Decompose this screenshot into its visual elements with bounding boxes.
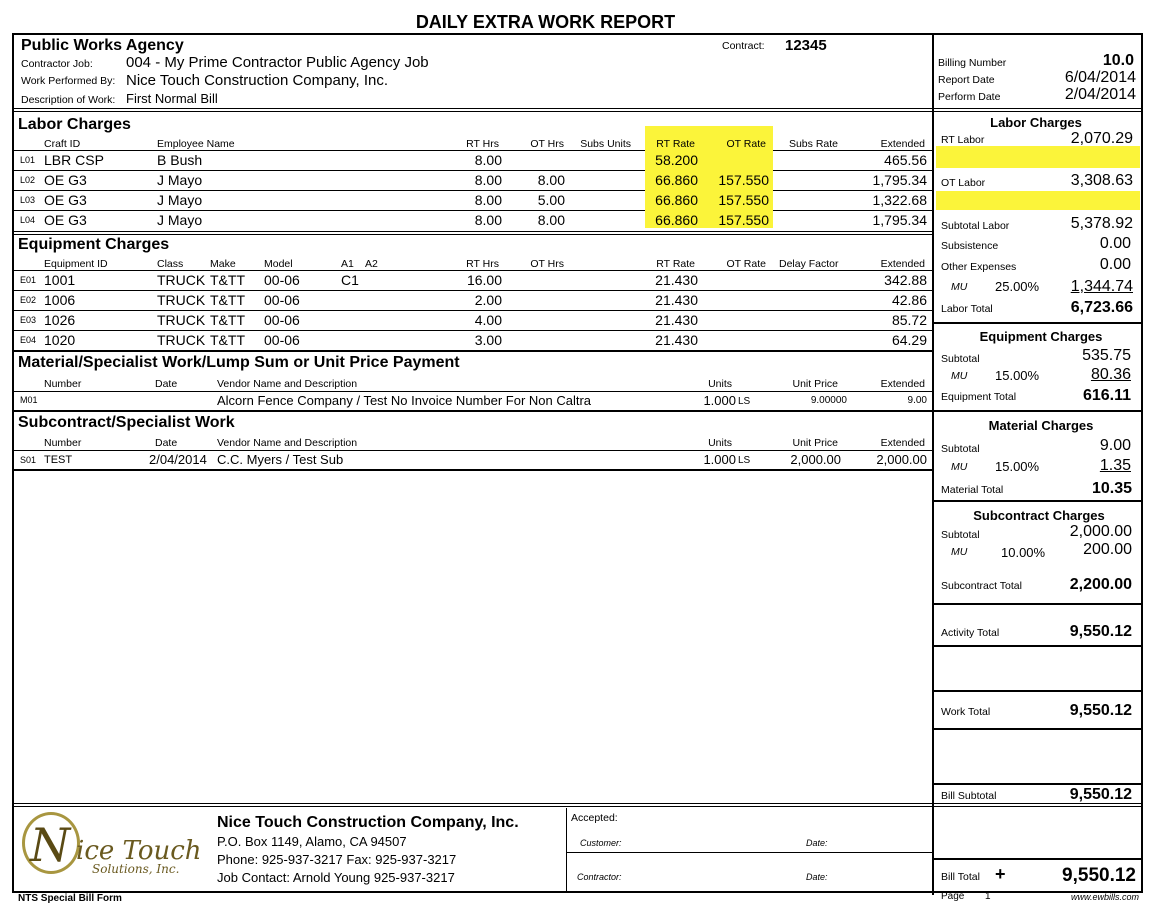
make: T&TT: [210, 332, 245, 348]
equipment-subtotal-value: 535.75: [1082, 347, 1131, 364]
activity-total-label: Activity Total: [941, 627, 1000, 639]
col-date: Date: [155, 437, 178, 449]
contract-number: 12345: [785, 37, 827, 54]
summary-labor-title: Labor Charges: [990, 115, 1082, 130]
employee-name: J Mayo: [157, 192, 203, 208]
summary-material-title: Material Charges: [988, 418, 1094, 433]
col-rt-hrs: RT Hrs: [466, 258, 499, 270]
row-id: M01: [20, 395, 38, 405]
col-vendor: Vendor Name and Description: [217, 378, 358, 390]
company-logo-mark: N: [30, 818, 71, 872]
work-total-value: 9,550.12: [1069, 702, 1132, 719]
rt-labor-value: 2,070.29: [1070, 130, 1133, 147]
row-rule: [14, 330, 932, 331]
subcontract-mu-percent: 10.00%: [1001, 545, 1046, 560]
rt-rate: 21.430: [655, 292, 698, 308]
equipment-rule: [14, 350, 932, 352]
units: 1.000: [703, 393, 736, 408]
extended: 64.29: [891, 332, 927, 348]
ot-rate: 157.550: [718, 212, 769, 228]
bill-total-sign: +: [995, 864, 1006, 884]
col-delay-factor: Delay Factor: [779, 258, 839, 270]
extended: 2,000.00: [876, 452, 927, 467]
perform-date: 2/04/2014: [1064, 86, 1136, 103]
report-date-label: Report Date: [938, 74, 995, 86]
contractor-signature-label: Contractor:: [577, 872, 622, 882]
row-rule: [14, 310, 932, 311]
unit-price: 2,000.00: [790, 452, 841, 467]
unit-of-measure: LS: [738, 396, 751, 407]
summary-rule: [934, 858, 1142, 860]
row-rule: [14, 190, 932, 191]
extended: 342.88: [884, 272, 927, 288]
subcontract-subtotal-value: 2,000.00: [1069, 523, 1132, 540]
row-rule: [14, 170, 932, 171]
activity-total-value: 9,550.12: [1069, 623, 1132, 640]
class: TRUCK: [157, 292, 206, 308]
col-subs-units: Subs Units: [580, 138, 631, 150]
subtotal-labor-label: Subtotal Labor: [941, 220, 1010, 232]
col-units: Units: [708, 378, 732, 390]
equipment-id: 1020: [44, 332, 76, 348]
company-logo-name: ice Touch: [76, 836, 202, 866]
labor-mu-percent: 25.00%: [995, 279, 1040, 294]
row-id: L02: [20, 175, 36, 185]
make: T&TT: [210, 292, 245, 308]
vendor-description: Alcorn Fence Company / Test No Invoice Number For Non Caltra: [217, 393, 592, 408]
other-expenses-value: 0.00: [1099, 256, 1131, 273]
subcontract-total-label: Subcontract Total: [941, 580, 1022, 592]
footer-divider: [566, 852, 932, 853]
rt-hrs: 16.00: [466, 272, 502, 288]
extended: 465.56: [884, 152, 927, 168]
material-total-label: Material Total: [941, 484, 1004, 496]
summary-header-rule: [934, 108, 1142, 112]
units: 1.000: [703, 452, 736, 467]
material-subtotal-label: Subtotal: [941, 443, 980, 455]
summary-equipment-title: Equipment Charges: [979, 329, 1103, 344]
row-rule: [14, 210, 932, 211]
description-label: Description of Work:: [21, 94, 116, 106]
work-performed-label: Work Performed By:: [21, 75, 116, 87]
other-expenses-label: Other Expenses: [941, 261, 1017, 273]
labor-total-value: 6,723.66: [1070, 299, 1133, 316]
customer-date-label: Date:: [806, 838, 828, 848]
col-units: Units: [708, 437, 732, 449]
summary-rule: [934, 322, 1142, 324]
ot-labor-value: 3,308.63: [1070, 172, 1133, 189]
report-title: DAILY EXTRA WORK REPORT: [415, 12, 676, 32]
summary-rule: [934, 645, 1142, 647]
material-section-title: Material/Specialist Work/Lump Sum or Unit Price Payment: [18, 354, 460, 371]
col-number: Number: [44, 378, 82, 390]
page-number: 1: [985, 891, 991, 902]
material-mu-percent: 15.00%: [995, 459, 1040, 474]
rt-hrs: 8.00: [474, 212, 502, 228]
rt-rate: 21.430: [655, 272, 698, 288]
page-label: Page: [941, 891, 965, 902]
footer-phone: Phone: 925-937-3217 Fax: 925-937-3217: [217, 852, 457, 867]
col-rt-rate: RT Rate: [656, 138, 695, 150]
footer-rule: [14, 803, 1142, 807]
company-logo-subtitle: Solutions, Inc.: [92, 862, 180, 876]
extended: 42.86: [891, 292, 927, 308]
billing-number: 10.0: [1102, 52, 1134, 69]
col-unit-price: Unit Price: [792, 378, 838, 390]
col-vendor: Vendor Name and Description: [217, 437, 358, 449]
col-ot-rate: OT Rate: [726, 138, 766, 150]
contractor-date-label: Date:: [806, 872, 828, 882]
ot-hrs: 8.00: [537, 172, 565, 188]
rt-hrs: 8.00: [474, 172, 502, 188]
summary-rule: [934, 500, 1142, 502]
col-ot-rate: OT Rate: [726, 258, 766, 270]
header-rule: [14, 108, 932, 112]
col-rt-hrs: RT Hrs: [466, 138, 499, 150]
equipment-id: 1001: [44, 272, 76, 288]
employee-name: J Mayo: [157, 172, 203, 188]
model: 00-06: [264, 292, 300, 308]
col-extended: Extended: [880, 437, 925, 449]
number: TEST: [44, 454, 73, 466]
extended: 85.72: [891, 312, 927, 328]
subcontract-rule: [14, 469, 932, 471]
form-name: NTS Special Bill Form: [18, 893, 122, 904]
rt-hrs: 8.00: [474, 152, 502, 168]
rt-rate: 66.860: [655, 192, 698, 208]
model: 00-06: [264, 272, 300, 288]
summary-rule: [934, 783, 1142, 785]
craft-id: LBR CSP: [44, 152, 104, 168]
rt-rate: 58.200: [655, 152, 698, 168]
equipment-id: 1026: [44, 312, 76, 328]
rt-hrs: 3.00: [474, 332, 502, 348]
equipment-id: 1006: [44, 292, 76, 308]
unit-price: 9.00000: [810, 395, 847, 406]
extended: 1,795.34: [872, 172, 927, 188]
summary-subcontract-title: Subcontract Charges: [973, 508, 1105, 523]
bill-total-label: Bill Total: [941, 871, 980, 883]
class: TRUCK: [157, 312, 206, 328]
ot-rate: 157.550: [718, 172, 769, 188]
make: T&TT: [210, 312, 245, 328]
row-id: L04: [20, 215, 36, 225]
ot-rate: 157.550: [718, 192, 769, 208]
craft-id: OE G3: [44, 192, 87, 208]
summary-rule: [934, 690, 1142, 692]
material-mu-value: 1.35: [1099, 457, 1131, 474]
rt-labor-highlight: [936, 146, 1140, 168]
craft-id: OE G3: [44, 212, 87, 228]
summary-rule: [934, 728, 1142, 730]
bill-subtotal-label: Bill Subtotal: [941, 790, 997, 802]
row-rule: [14, 270, 932, 271]
subcontract-mu-value: 200.00: [1083, 541, 1132, 558]
rt-rate: 21.430: [655, 332, 698, 348]
material-mu-label: MU: [951, 461, 968, 473]
extended: 1,322.68: [872, 192, 927, 208]
ot-labor-label: OT Labor: [941, 177, 986, 189]
rt-hrs: 8.00: [474, 192, 502, 208]
billing-number-label: Billing Number: [938, 57, 1007, 69]
rt-hrs: 4.00: [474, 312, 502, 328]
ot-hrs: 5.00: [537, 192, 565, 208]
labor-mu-value: 1,344.74: [1070, 278, 1133, 295]
footer-address: P.O. Box 1149, Alamo, CA 94507: [217, 834, 407, 849]
subcontract-total-value: 2,200.00: [1069, 576, 1132, 593]
row-rule: [14, 150, 932, 151]
col-make: Make: [210, 258, 236, 270]
report-date: 6/04/2014: [1064, 69, 1136, 86]
equipment-mu-percent: 15.00%: [995, 368, 1040, 383]
footer-company-name: Nice Touch Construction Company, Inc.: [217, 814, 519, 831]
summary-divider: [932, 33, 934, 895]
subcontract-section-title: Subcontract/Specialist Work: [18, 414, 235, 431]
summary-rule: [934, 410, 1142, 412]
date: 2/04/2014: [149, 452, 207, 467]
unit-of-measure: LS: [738, 455, 751, 466]
col-ot-hrs: OT Hrs: [530, 258, 564, 270]
rt-rate: 66.860: [655, 212, 698, 228]
col-a2: A2: [365, 258, 378, 270]
ot-hrs: 8.00: [537, 212, 565, 228]
material-total-value: 10.35: [1091, 480, 1132, 497]
row-id: L01: [20, 155, 36, 165]
perform-date-label: Perform Date: [938, 91, 1001, 103]
accepted-label: Accepted:: [571, 812, 618, 824]
row-id: E02: [20, 295, 37, 305]
material-rule: [14, 410, 932, 412]
row-id: S01: [20, 455, 37, 465]
col-employee: Employee Name: [157, 138, 235, 150]
employee-name: J Mayo: [157, 212, 203, 228]
equipment-section-title: Equipment Charges: [18, 236, 170, 253]
col-extended: Extended: [880, 258, 925, 270]
col-number: Number: [44, 437, 82, 449]
subtotal-labor-value: 5,378.92: [1070, 215, 1133, 232]
col-unit-price: Unit Price: [792, 437, 838, 449]
contractor-job: 004 - My Prime Contractor Public Agency Job: [126, 54, 429, 71]
labor-rule: [14, 231, 932, 235]
work-performed: Nice Touch Construction Company, Inc.: [126, 72, 389, 89]
subsistence-value: 0.00: [1099, 235, 1131, 252]
vendor-description: C.C. Myers / Test Sub: [217, 452, 344, 467]
subcontract-subtotal-label: Subtotal: [941, 529, 980, 541]
rt-rate: 21.430: [655, 312, 698, 328]
a1: C1: [341, 272, 359, 288]
subsistence-label: Subsistence: [941, 240, 999, 252]
employee-name: B Bush: [157, 152, 203, 168]
subcontract-mu-label: MU: [951, 546, 968, 558]
model: 00-06: [264, 332, 300, 348]
col-class: Class: [157, 258, 184, 270]
equipment-total-label: Equipment Total: [941, 391, 1017, 403]
equipment-mu-label: MU: [951, 370, 968, 382]
contract-label: Contract:: [722, 40, 765, 52]
make: T&TT: [210, 272, 245, 288]
col-date: Date: [155, 378, 178, 390]
equipment-subtotal-label: Subtotal: [941, 353, 980, 365]
col-extended: Extended: [880, 378, 925, 390]
footer-contact: Job Contact: Arnold Young 925-937-3217: [217, 870, 455, 885]
extended: 1,795.34: [872, 212, 927, 228]
footer-divider: [566, 808, 567, 893]
col-a1: A1: [341, 258, 354, 270]
class: TRUCK: [157, 332, 206, 348]
customer-signature-label: Customer:: [580, 838, 622, 848]
col-extended: Extended: [880, 138, 925, 150]
row-id: E01: [20, 275, 37, 285]
col-equipment-id: Equipment ID: [44, 258, 108, 270]
col-subs-rate: Subs Rate: [788, 138, 838, 150]
rt-rate: 66.860: [655, 172, 698, 188]
contractor-job-label: Contractor Job:: [21, 58, 93, 70]
labor-total-label: Labor Total: [941, 303, 993, 315]
bill-subtotal-value: 9,550.12: [1069, 786, 1132, 803]
col-ot-hrs: OT Hrs: [530, 138, 564, 150]
row-id: L03: [20, 195, 36, 205]
bill-total-value: 9,550.12: [1062, 865, 1136, 886]
col-model: Model: [264, 258, 293, 270]
work-total-label: Work Total: [941, 706, 991, 718]
ot-labor-highlight: [936, 191, 1140, 210]
website: www.ewbills.com: [1070, 892, 1139, 902]
col-craft: Craft ID: [44, 138, 81, 150]
craft-id: OE G3: [44, 172, 87, 188]
row-rule: [14, 290, 932, 291]
extended: 9.00: [907, 395, 927, 406]
material-subtotal-value: 9.00: [1099, 437, 1131, 454]
labor-mu-label: MU: [951, 281, 968, 293]
col-rt-rate: RT Rate: [656, 258, 695, 270]
rt-hrs: 2.00: [474, 292, 502, 308]
class: TRUCK: [157, 272, 206, 288]
model: 00-06: [264, 312, 300, 328]
equipment-mu-value: 80.36: [1090, 366, 1131, 383]
agency-name: Public Works Agency: [21, 37, 184, 54]
row-rule: [14, 450, 932, 451]
equipment-total-value: 616.11: [1082, 387, 1131, 404]
rt-labor-label: RT Labor: [941, 134, 985, 146]
description: First Normal Bill: [126, 91, 218, 106]
summary-rule: [934, 603, 1142, 605]
row-id: E04: [20, 335, 37, 345]
row-rule: [14, 391, 932, 392]
row-id: E03: [20, 315, 37, 325]
labor-section-title: Labor Charges: [18, 116, 131, 133]
